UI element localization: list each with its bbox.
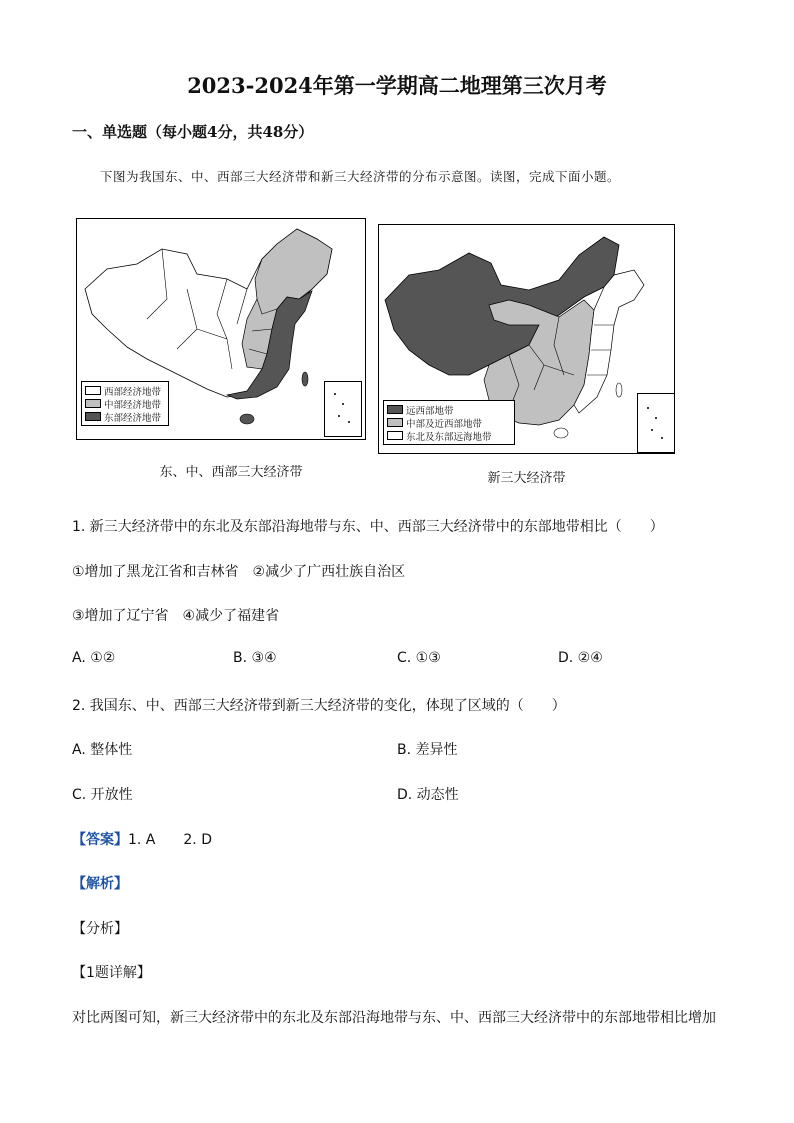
q1-stem: 1. 新三大经济带中的东北及东部沿海地带与东、中、西部三大经济带中的东部地带相比（ ） <box>72 519 664 535</box>
answer-line <box>72 829 212 849</box>
q2-stem: 2. 我国东、中、西部三大经济带到新三大经济带的变化，体现了区域的（ ） <box>72 698 566 714</box>
q1-line1: ①增加了黑龙江省和吉林省 ②减少了广西壮族自治区 <box>72 564 406 580</box>
page-title: 2023-2024年第一学期高二地理第三次月考 <box>187 73 607 98</box>
legend-label: 东部经济地带 <box>104 412 162 424</box>
body-text: 对比两图可知，新三大经济带中的东北及东部沿海地带与东、中、西部三大经济带中的东部地带相比增加 <box>72 1010 716 1026</box>
q1-line2: ③增加了辽宁省 ④减少了福建省 <box>72 608 280 624</box>
map-new-three-belts <box>378 224 675 454</box>
q1-option-b: B. ③④ <box>233 650 277 666</box>
answer-label: 【答案】 <box>72 832 128 848</box>
detail-label: 【1题详解】 <box>72 965 151 981</box>
map1-legend <box>81 381 169 426</box>
answer-text: 1. A 2. D <box>128 832 212 848</box>
map-three-belts <box>76 218 366 440</box>
intro-text: 下图为我国东、中、西部三大经济带和新三大经济带的分布示意图。读图，完成下面小题。 <box>100 169 621 184</box>
fenxi-label: 【分析】 <box>72 921 128 937</box>
q2-option-c: C. 开放性 <box>72 787 133 803</box>
map1-caption: 东、中、西部三大经济带 <box>159 465 303 480</box>
legend-label: 中部经济地带 <box>104 399 162 411</box>
q1-option-d: D. ②④ <box>558 650 603 666</box>
analysis-label: 【解析】 <box>72 876 128 892</box>
legend-label: 中部及近西部地带 <box>406 418 483 430</box>
legend-swatch-east <box>85 412 101 421</box>
q1-option-c: C. ①③ <box>397 650 441 666</box>
south-china-sea-inset <box>324 381 362 437</box>
legend-swatch-northeast-coast <box>387 431 403 440</box>
legend-swatch-west <box>85 386 101 395</box>
south-china-sea-inset <box>637 393 675 453</box>
q1-option-a: A. ①② <box>72 650 116 666</box>
q2-option-d: D. 动态性 <box>397 787 459 803</box>
map2-legend <box>383 400 515 445</box>
q2-option-a: A. 整体性 <box>72 742 133 758</box>
section-heading: 一、单选题（每小题4分，共48分） <box>72 123 314 141</box>
map2-caption: 新三大经济带 <box>487 471 566 486</box>
legend-label: 东北及东部远海地带 <box>406 431 492 443</box>
legend-swatch-mid <box>85 399 101 408</box>
legend-label: 西部经济地带 <box>104 386 162 398</box>
legend-swatch-mid-near-west <box>387 418 403 427</box>
legend-label: 远西部地带 <box>406 405 454 417</box>
legend-swatch-far-west <box>387 405 403 414</box>
q2-option-b: B. 差异性 <box>397 742 458 758</box>
